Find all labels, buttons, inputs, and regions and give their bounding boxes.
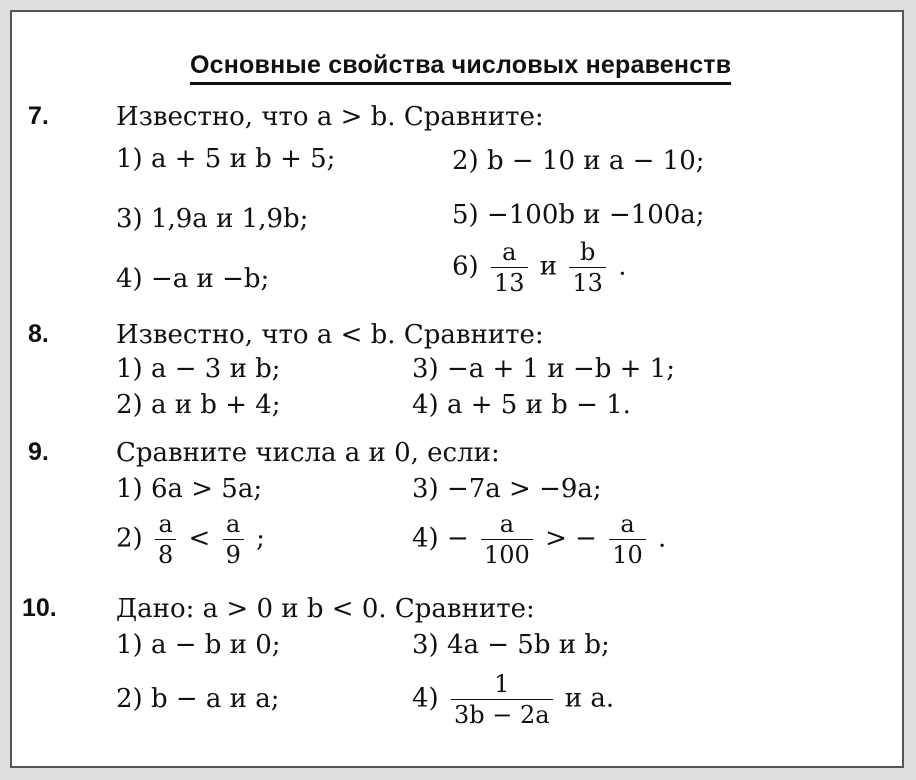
item-label: 6) — [452, 251, 479, 282]
item-label: 4) − — [412, 523, 469, 554]
fraction-a-100 — [481, 512, 533, 567]
problem-9-number: 9. — [28, 438, 49, 466]
fraction-b-13 — [569, 240, 606, 295]
fraction-numerator: b — [579, 238, 596, 266]
item-tail: и a. — [564, 683, 615, 714]
fraction-bar — [569, 267, 606, 268]
problem-10-item-4 — [412, 672, 614, 727]
operator: < — [188, 523, 211, 554]
problem-9-item-1: 1) 6a > 5a; — [116, 474, 263, 504]
fraction-a-13 — [491, 240, 528, 295]
problem-7-item-3: 3) 1,9a и 1,9b; — [116, 204, 309, 234]
fraction-denominator: 3b − 2a — [453, 701, 550, 729]
fraction-denominator: 13 — [493, 269, 525, 297]
fraction-numerator: 1 — [494, 670, 510, 698]
fraction-a-8 — [155, 512, 176, 567]
problem-10-item-2: 2) b − a и a; — [116, 684, 280, 714]
item-label: 4) — [412, 683, 439, 714]
problem-7-prompt: Известно, что a > b. Сравните: — [116, 102, 544, 132]
fraction-denominator: 8 — [157, 541, 174, 569]
fraction-bar — [451, 699, 553, 700]
problem-9-item-2 — [116, 512, 265, 567]
problem-10-item-1: 1) a − b и 0; — [116, 630, 281, 660]
fraction-denominator: 13 — [572, 269, 603, 297]
operator: > − — [545, 523, 597, 554]
problem-9-item-4 — [412, 512, 666, 567]
problem-8-item-4: 4) a + 5 и b − 1. — [412, 390, 631, 420]
problem-9-item-3: 3) −7a > −9a; — [412, 474, 602, 504]
punctuation: . — [618, 251, 627, 282]
fraction-bar — [491, 267, 528, 268]
worksheet-page — [10, 10, 904, 768]
fraction-1-over-3b-2a — [451, 672, 553, 727]
fraction-numerator: a — [226, 510, 241, 538]
problem-10-number: 10. — [22, 594, 57, 622]
fraction-denominator: 10 — [612, 541, 643, 569]
problem-10-prompt: Дано: a > 0 и b < 0. Сравните: — [116, 594, 535, 624]
punctuation: ; — [256, 523, 265, 554]
problem-7-item-2: 2) b − 10 и a − 10; — [452, 146, 705, 176]
worksheet-title: Основные свойства числовых неравенств — [190, 50, 731, 85]
problem-8-number: 8. — [28, 320, 49, 348]
fraction-numerator: a — [620, 510, 635, 538]
fraction-denominator: 9 — [225, 541, 241, 569]
fraction-denominator: 100 — [484, 541, 530, 569]
problem-8-item-3: 3) −a + 1 и −b + 1; — [412, 354, 675, 384]
problem-7-item-6 — [452, 240, 626, 295]
fraction-bar — [609, 539, 646, 540]
problem-8-item-1: 1) a − 3 и b; — [116, 354, 281, 384]
fraction-numerator: a — [158, 510, 173, 538]
fraction-numerator: a — [502, 238, 517, 266]
problem-7-item-5: 5) −100b и −100a; — [452, 200, 705, 230]
problem-7-number: 7. — [28, 102, 49, 130]
item-label: 2) — [116, 523, 143, 554]
punctuation: . — [658, 523, 667, 554]
problem-7-item-1: 1) a + 5 и b + 5; — [116, 144, 336, 174]
problem-7-item-4: 4) −a и −b; — [116, 264, 270, 294]
fraction-bar — [223, 539, 244, 540]
fraction-a-9 — [223, 512, 244, 567]
problem-10-item-3: 3) 4a − 5b и b; — [412, 630, 610, 660]
problem-8-item-2: 2) a и b + 4; — [116, 390, 281, 420]
fraction-a-10 — [609, 512, 646, 567]
problem-8-prompt: Известно, что a < b. Сравните: — [116, 320, 544, 350]
problem-9-prompt: Сравните числа a и 0, если: — [116, 438, 500, 468]
fraction-bar — [155, 539, 176, 540]
conjunction: и — [539, 251, 558, 282]
fraction-bar — [481, 539, 533, 540]
fraction-numerator: a — [499, 510, 515, 538]
